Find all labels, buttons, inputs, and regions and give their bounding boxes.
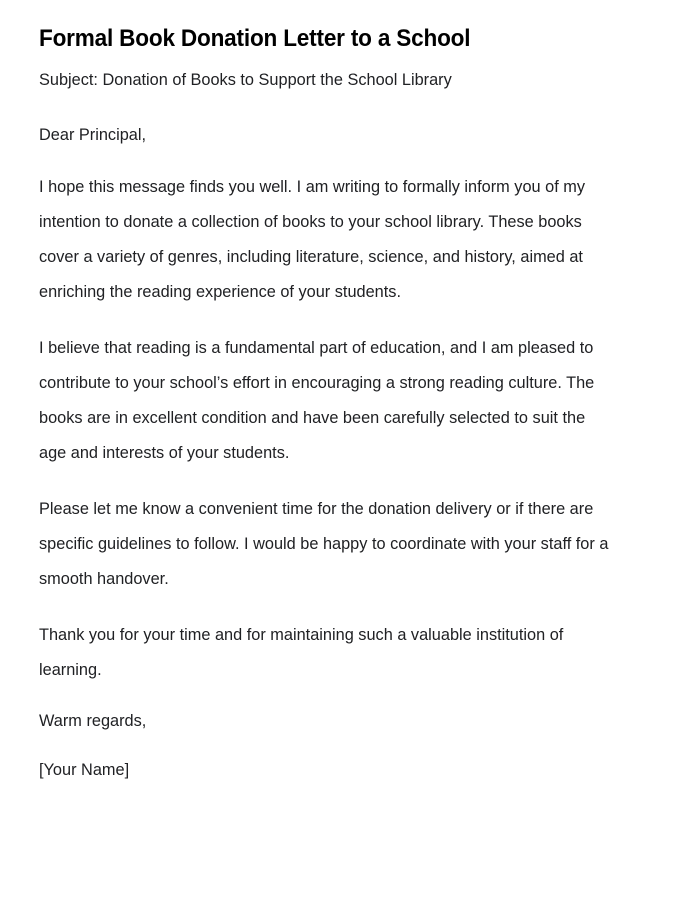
closing-line: Warm regards, — [39, 711, 147, 730]
body-paragraph-1: I hope this message finds you well. I am writing to formally inform you of my intention to donate a collection of books to your school library. These books cover a variety of genres, including literature, science, and history, aimed at enriching the reading experience of your students. — [39, 177, 586, 301]
page-title: Formal Book Donation Letter to a School — [39, 25, 471, 52]
body-paragraph-4: Thank you for your time and for maintaining such a valuable institution of learning. — [39, 625, 564, 679]
subject-line: Subject: Donation of Books to Support the School Library — [39, 70, 452, 89]
signature-name: [Your Name] — [39, 760, 130, 779]
body-paragraph-2: I believe that reading is a fundamental part of education, and I am pleased to contribute to your school’s effort in encouraging a strong reading culture. The books are in excellent condition and have been carefully selected to suit the age and interests of your students. — [39, 338, 595, 462]
salutation: Dear Principal, — [39, 125, 147, 144]
body-paragraph-3: Please let me know a convenient time for the donation delivery or if there are specific guidelines to follow. I would be happy to coordinate with your staff for a smooth handover. — [39, 499, 609, 588]
